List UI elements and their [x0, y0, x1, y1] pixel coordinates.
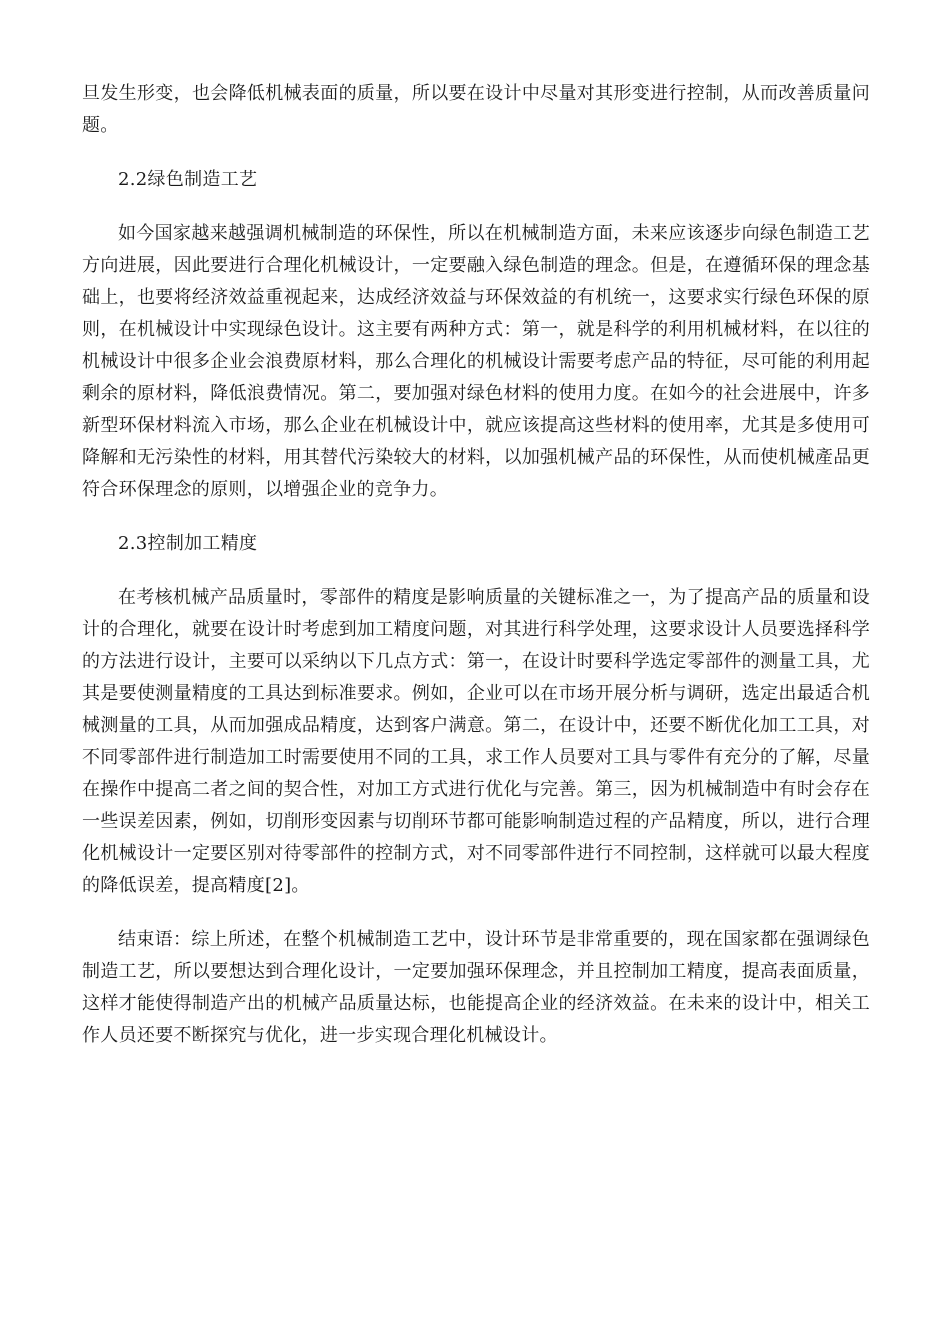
document-page [82, 78, 870, 1074]
conclusion-paragraph: 结束语：综上所述，在整个机械制造工艺中，设计环节是非常重要的，现在国家都在强调绿色制造工艺，所以要想达到合理化设计，一定要加强环保理念，并且控制加工精度，提高表面质量，这样才能使得制造产出的机械产品质量达标，也能提高企业的经济效益。在未来的设计中，相关工作人员还要不断探究与优化，进一步实现合理化机械设计。 [82, 929, 870, 1046]
section-2-3-paragraph: 在考核机械产品质量时，零部件的精度是影响质量的关键标准之一，为了提高产品的质量和设计的合理化，就要在设计时考虑到加工精度问题，对其进行科学处理，这要求设计人员要选择科学的方法进行设计，主要可以采纳以下几点方式：第一，在设计时要科学选定零部件的测量工具，尤其是要使测量精度的工具达到标准要求。例如，企业可以在市场开展分析与调研，选定出最适合机械测量的工具，从而加强成品精度，达到客户满意。第二，在设计中，还要不断优化加工工具，对不同零部件进行制造加工时需要使用不同的工具，求工作人员要对工具与零件有充分的了解，尽量在操作中提高二者之间的契合性，对加工方式进行优化与完善。第三，因为机械制造中有时会存在一些误差因素，例如，切削形变因素与切削环节都可能影响制造过程的产品精度，所以，进行合理化机械设计一定要区别对待零部件的控制方式，对不同零部件进行不同控制，这样就可以最大程度的降低误差，提高精度[2]。 [82, 587, 870, 896]
section-2-2-paragraph: 如今国家越来越强调机械制造的环保性，所以在机械制造方面，未来应该逐步向绿色制造工艺方向进展，因此要进行合理化机械设计，一定要融入绿色制造的理念。但是，在遵循环保的理念基础上，也要将经济效益重视起来，达成经济效益与环保效益的有机统一，这要求实行绿色环保的原则，在机械设计中实现绿色设计。这主要有两种方式：第一，就是科学的利用机械材料，在以往的机械设计中很多企业会浪费原材料，那么合理化的机械设计需要考虑产品的特征，尽可能的利用起剩余的原材料，降低浪费情况。第二，要加强对绿色材料的使用力度。在如今的社会进展中，许多新型环保材料流入市场，那么企业在机械设计中，就应该提高这些材料的使用率，尤其是多使用可降解和无污染性的材料，用其替代污染较大的材料，以加强机械产品的环保性，从而使机械產品更符合环保理念的原则，以增强企业的竞争力。 [82, 223, 870, 500]
section-2-3-heading: 2.3控制加工精度 [118, 533, 258, 554]
section-2-2-heading: 2.2绿色制造工艺 [118, 169, 258, 190]
intro-paragraph: 旦发生形变，也会降低机械表面的质量，所以要在设计中尽量对其形变进行控制，从而改善质量问题。 [82, 83, 870, 136]
